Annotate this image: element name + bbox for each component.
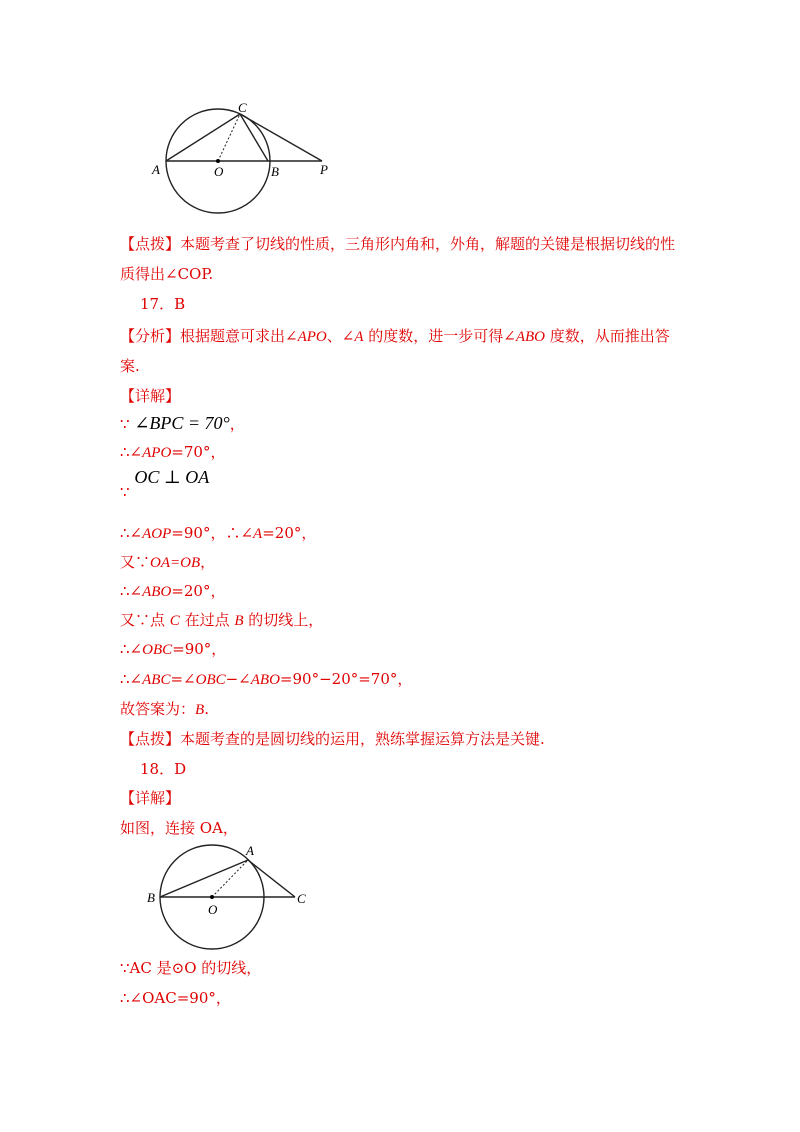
oa-ob-line <box>120 551 215 574</box>
text-span: =90°，∴∠ <box>171 524 254 542</box>
text-span: =90°， <box>172 640 227 658</box>
math-oa-ob: OA=OB <box>150 555 201 571</box>
figure1-label-p: P <box>320 162 328 177</box>
text-span: . <box>204 700 209 718</box>
text-span: =70°， <box>171 443 226 461</box>
figure1-label-o: O <box>214 164 224 179</box>
fenxi-line-2: 案. <box>120 357 140 375</box>
text-span: ， <box>200 553 216 571</box>
math-aop: AOP <box>142 526 172 542</box>
answer-line <box>120 698 209 721</box>
figure2-line-ac <box>248 860 295 897</box>
geometry-figure-2 <box>145 838 315 950</box>
figure1-label-c: C <box>238 100 247 115</box>
because-symbol: ∵ <box>120 415 130 433</box>
text-span: ∴∠ <box>120 443 143 461</box>
text-span: =∠ <box>170 670 196 688</box>
figure1-line-cp <box>240 114 322 161</box>
text-span: ∴∠ <box>120 524 143 542</box>
math-c: C <box>169 613 180 629</box>
dianbo-line-1: 【点拨】本题考查了切线的性质，三角形内角和，外角，解题的关键是根据切线的性 <box>120 235 676 253</box>
figure2-label-c: C <box>297 891 306 906</box>
geometry-figure-1 <box>148 100 348 220</box>
equation-bpc: ∠BPC = 70° <box>134 413 230 433</box>
equation-perp: OC ⊥ OA <box>134 467 210 487</box>
dianbo-line-3: 【点拨】本题考查的是圆切线的运用，熟练掌握运算方法是关键. <box>120 730 545 748</box>
point-c-line <box>120 609 323 632</box>
math-obc: OBC <box>142 642 173 658</box>
text-span: 的度数，进一步可得∠ <box>363 327 516 345</box>
apo-line <box>120 441 225 464</box>
text-span: ∴∠ <box>120 640 143 658</box>
text-span: 的切线上， <box>243 611 324 629</box>
text-span: 【分析】根据题意可求出∠ <box>120 327 298 345</box>
figure2-label-b: B <box>147 890 155 905</box>
connect-oa-line: 如图，连接 OA， <box>120 819 238 837</box>
figure1-center-dot <box>216 159 220 163</box>
text-span: 故答案为： <box>120 700 196 718</box>
fenxi-line-1 <box>120 325 670 348</box>
xiangjie-heading-2: 【详解】 <box>120 789 181 807</box>
text-span: 又∵ <box>120 553 151 571</box>
text-span: −∠ <box>225 670 251 688</box>
text-span: 度数，从而推出答 <box>545 327 670 345</box>
math-abo: ABO <box>250 672 280 688</box>
math-obc: OBC <box>195 672 226 688</box>
abo-line <box>120 580 225 603</box>
figure2-line-ba <box>160 860 248 897</box>
text-span: =20°， <box>262 524 317 542</box>
math-b: B <box>195 702 205 718</box>
figure2-line-oa-dashed <box>212 860 248 897</box>
figure1-label-b: B <box>271 164 279 179</box>
because-perp-line <box>120 467 210 501</box>
figure1-label-a: A <box>152 162 160 177</box>
text-span: =90°−20°=70°， <box>279 670 413 688</box>
math-abo: ABO <box>142 584 172 600</box>
question-17-answer: 17．B <box>140 295 186 313</box>
xiangjie-heading-1: 【详解】 <box>120 387 181 405</box>
math-a: A <box>354 329 364 345</box>
figure2-label-o: O <box>208 902 218 917</box>
text-span: 、∠ <box>326 327 355 345</box>
figure2-label-a: A <box>246 843 254 858</box>
math-apo: APO <box>142 445 172 461</box>
math-a: A <box>253 526 263 542</box>
because-bpc-line <box>120 412 245 435</box>
oac-line: ∴∠OAC=90°， <box>120 989 231 1007</box>
text-span: 又∵点 <box>120 611 170 629</box>
aop-line <box>120 522 316 545</box>
text-span: ， <box>229 415 245 433</box>
question-18-answer: 18．D <box>140 760 187 778</box>
math-abo: ABO <box>515 329 546 345</box>
figure2-center-dot <box>210 895 214 899</box>
text-span: =20°， <box>171 582 226 600</box>
text-span: 在过点 <box>179 611 235 629</box>
because-symbol: ∵ <box>120 483 130 501</box>
math-apo: APO <box>297 329 327 345</box>
obc-line <box>120 638 226 661</box>
math-abc: ABC <box>142 672 171 688</box>
abc-line <box>120 668 412 691</box>
dianbo-line-2: 质得出∠COP. <box>120 265 214 283</box>
math-b: B <box>234 613 244 629</box>
text-span: ∴∠ <box>120 670 143 688</box>
text-span: ∴∠ <box>120 582 143 600</box>
ac-tangent-line: ∵AC 是⊙O 的切线， <box>120 959 262 977</box>
